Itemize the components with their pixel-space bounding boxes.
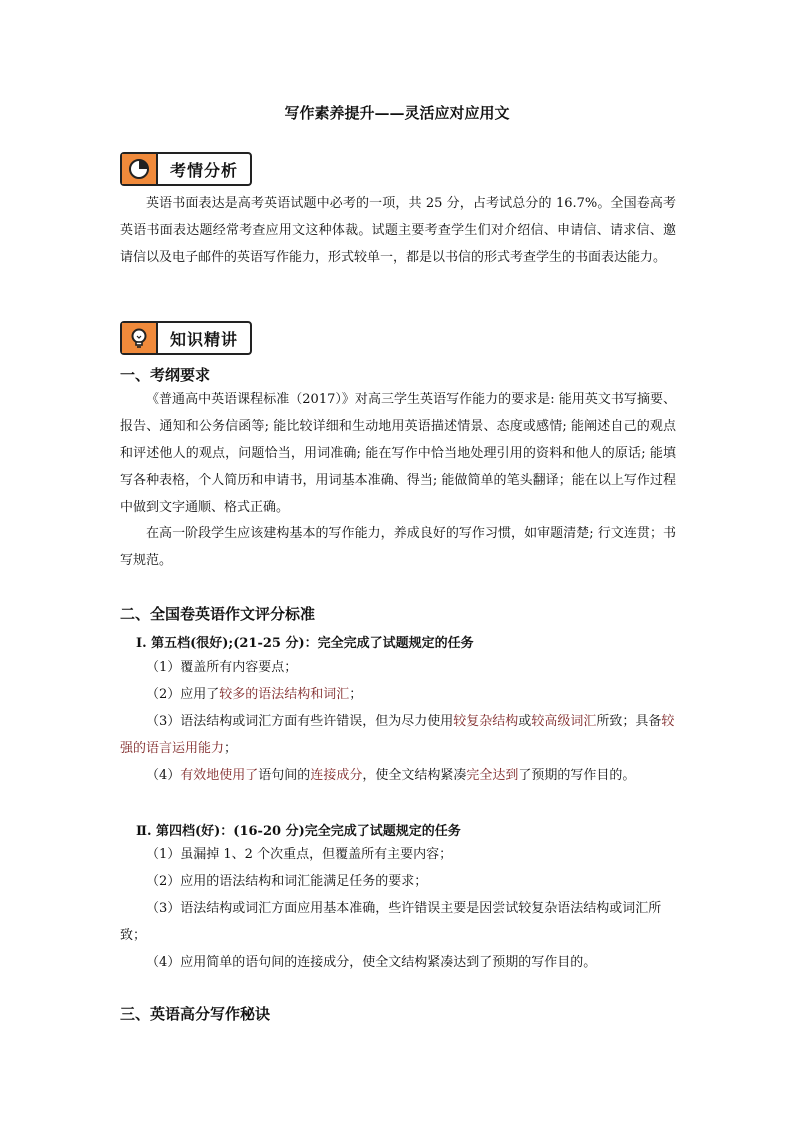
grade-4-item-3: （3）语法结构或词汇方面应用基本准确，些许错误主要是因尝试较复杂语法结构或词汇所致； [120,901,662,943]
knowledge-label: 知识精讲 [170,329,239,349]
intro-paragraph: 英语书面表达是高考英语试题中必考的一项，共 25 分，占考试总分的 16.7%。全国卷高考英语书面表达题经常考查应用文这种体裁。试题主要考查学生们对介绍信、申请信、请求信、邀请信以及电子邮件的英语写作能力，形式较单一，都是以书信的形式考查学生的书面表达能力。 [120,196,676,265]
grade-4-title: Ⅱ. 第四档(好)：(16-20 分)完全完成了试题规定的任务 [136,824,461,839]
grade-5-title: Ⅰ. 第五档(很好);(21-25 分)：完全完成了试题规定的任务 [136,636,474,651]
exam-analysis-label: 考情分析 [170,160,239,180]
section-1-heading: 一、考纲要求 [120,366,211,384]
section-1-paragraph-1: 《普通高中英语课程标准（2017）》对高三学生英语写作能力的要求是: 能用英文书写摘要、报告、通知和公务信函等; 能比较详细和生动地用英语描述情景、态度或感情; 能阐述自己的观点和评述他人的观点，问题恰当，用词准确; 能在写作中恰当地处理引用的资料和他人的原话; 能填写各种表格，个人简历和申请书，用词基本准确、得当; 能做简单的笔头翻译；能在以上写作过程中做到文字通顺、格式正确。 [120,392,676,515]
knowledge-badge [120,321,252,355]
grade-5-item-1: （1）覆盖所有内容要点； [146,660,298,675]
grade-4-item-4: （4）应用简单的语句间的连接成分，使全文结构紧凑达到了预期的写作目的。 [146,955,597,970]
pie-chart-icon [122,154,158,184]
grade-5-item-3: （3）语法结构或词汇方面有些许错误，但为尽力使用较复杂结构或较高级词汇所致；具备较强的语言运用能力； [120,714,675,756]
section-3-heading: 三、英语高分写作秘诀 [120,1005,271,1023]
exam-analysis-badge [120,152,252,186]
section-2-heading: 二、全国卷英语作文评分标准 [120,605,316,623]
grade-5-item-2: （2）应用了较多的语法结构和词汇； [146,687,363,702]
lightbulb-icon [122,323,158,353]
grade-5-item-4: （4）有效地使用了语句间的连接成分，使全文结构紧凑完全达到了预期的写作目的。 [146,768,636,783]
section-1-paragraph-2: 在高一阶段学生应该建构基本的写作能力，养成良好的写作习惯，如审题清楚; 行文连贯；书写规范。 [120,526,676,568]
grade-4-item-2: （2）应用的语法结构和词汇能满足任务的要求； [146,874,428,889]
page-title: 写作素养提升——灵活应对应用文 [284,104,510,122]
grade-4-item-1: （1）虽漏掉 1、2 个次重点，但覆盖所有主要内容； [146,847,453,862]
